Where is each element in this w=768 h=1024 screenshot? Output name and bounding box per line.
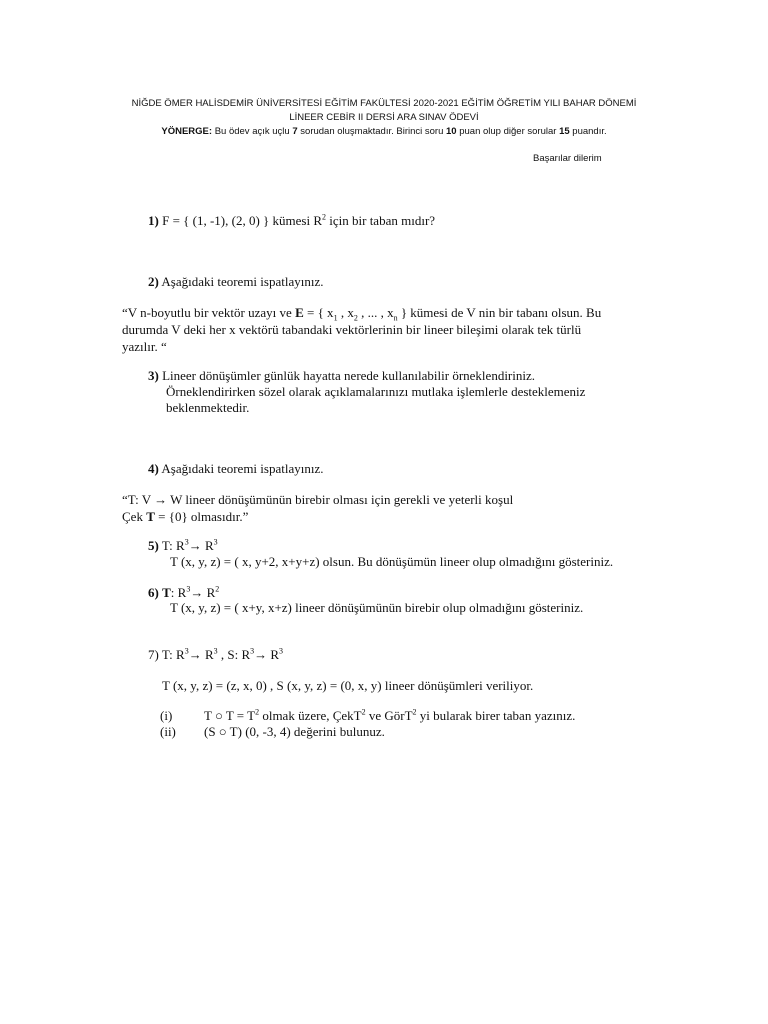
question-7-part-i — [160, 708, 575, 724]
header-university-line: NİĞDE ÖMER HALİSDEMİR ÜNİVERSİTESİ EĞİTİM FAKÜLTESİ 2020-2021 EĞİTİM ÖĞRETİM YILI BAHAR DÖNEMİ — [131, 98, 637, 109]
q6-map-b: → R — [190, 585, 216, 600]
q7-sup-1: 3 — [184, 646, 189, 656]
q2-quote-l1-b: = { x — [303, 305, 334, 320]
question-7-definitions: T (x, y, z) = (z, x, 0) , S (x, y, z) = (0, x, y) lineer dönüşümleri veriliyor. — [162, 678, 534, 693]
q4-quote-l2-b: = {0} olmasıdır.” — [154, 509, 249, 524]
instruction-num-questions: 7 — [292, 126, 298, 137]
header-course-line: LİNEER CEBİR II DERSİ ARA SINAV ÖDEVİ — [289, 112, 479, 123]
good-luck-note: Başarılar dilerim — [533, 153, 602, 164]
q2-sub-2: 2 — [353, 313, 358, 323]
q2-sub-1: 1 — [333, 313, 338, 323]
q7-map-c: , S: R — [217, 647, 251, 662]
question-5-map — [148, 538, 218, 554]
question-3-line-1 — [148, 368, 535, 384]
question-7-maps — [148, 647, 283, 663]
q6-sup-2: 2 — [215, 584, 220, 594]
question-7-number: 7) — [148, 647, 159, 662]
question-4 — [148, 461, 323, 477]
q5-map-b: → R — [188, 538, 214, 553]
q7-i-b: olmak üzere, ÇekT — [259, 708, 362, 723]
q6-map-a: : R — [170, 585, 187, 600]
q7-i-d: yi bularak birer taban yazınız. — [416, 708, 576, 723]
q4-quote-bold-t: T — [146, 509, 155, 524]
question-2-quote-line-3: yazılır. “ — [122, 339, 167, 354]
q2-quote-l1-d: , ... , x — [357, 305, 394, 320]
instruction-text-1: Bu ödev açık uçlu — [212, 126, 293, 137]
q7-sup-3: 3 — [250, 646, 255, 656]
q7-i-sup-3: 2 — [412, 707, 417, 717]
q5-map-a: T: R — [158, 538, 185, 553]
q7-map-b: → R — [188, 647, 214, 662]
question-2-quote-line-2: durumda V deki her x vektörü tabandaki vektörlerinin bir lineer bileşimi olarak tek türlü — [122, 322, 582, 337]
question-4-quote-line-2 — [122, 509, 248, 525]
question-6-definition: T (x, y, z) = ( x+y, x+z) lineer dönüşümünün birebir olup olmadığını gösteriniz. — [170, 600, 584, 615]
q2-quote-l1-c: , x — [337, 305, 354, 320]
q7-sup-2: 3 — [213, 646, 218, 656]
instruction-text-2: sorudan oluşmaktadır. Birinci soru — [297, 126, 447, 137]
q4-quote-l2-a: Çek — [122, 509, 147, 524]
q5-sup-1: 3 — [184, 537, 189, 547]
q7-ii-text: (S ○ T) (0, -3, 4) değerini bulunuz. — [204, 724, 385, 739]
q7-i-sup-2: 2 — [361, 707, 366, 717]
q7-part-ii-label: (ii) — [160, 724, 176, 739]
q7-part-i-label: (i) — [160, 708, 173, 723]
q2-quote-l1-e: } kümesi de V nin bir tabanı olsun. Bu — [397, 305, 602, 320]
question-5-number: 5) — [148, 538, 159, 553]
question-3-number: 3) — [148, 368, 159, 383]
q2-quote-bold-e: E — [295, 305, 304, 320]
question-1 — [148, 213, 435, 229]
q7-map-d: → R — [254, 647, 280, 662]
q5-sup-2: 3 — [213, 537, 218, 547]
question-6-number: 6) — [148, 585, 159, 600]
question-2 — [148, 274, 323, 290]
q7-i-a: T ○ T = T — [204, 708, 256, 723]
q6-sup-1: 3 — [186, 584, 191, 594]
question-6-map — [148, 585, 219, 601]
question-4-number: 4) — [148, 461, 159, 476]
instruction-other-points: 15 — [559, 126, 570, 137]
question-2-quote-line-1 — [122, 305, 601, 321]
q2-quote-l1-a: “V n-boyutlu bir vektör uzayı ve — [122, 305, 296, 320]
question-1-sup: 2 — [322, 212, 327, 222]
question-1-text-b: için bir taban mıdır? — [326, 213, 436, 228]
instruction-first-points: 10 — [446, 126, 457, 137]
q7-sup-4: 3 — [279, 646, 284, 656]
instruction-line — [0, 126, 768, 137]
question-7-part-ii — [160, 724, 385, 740]
question-1-text-a: F = { (1, -1), (2, 0) } kümesi R — [158, 213, 323, 228]
question-3-text-1: Lineer dönüşümler günlük hayatta nerede kullanılabilir örneklendiriniz. — [158, 368, 535, 383]
instruction-text-4: puandır. — [569, 126, 607, 137]
q7-i-sup-1: 2 — [255, 707, 260, 717]
question-2-number: 2) — [148, 274, 159, 289]
question-2-text: Aşağıdaki teoremi ispatlayınız. — [158, 274, 324, 289]
instruction-text-3: puan olup diğer sorular — [456, 126, 560, 137]
q7-map-a: T: R — [158, 647, 185, 662]
question-5-definition: T (x, y, z) = ( x, y+2, x+y+z) olsun. Bu dönüşümün lineer olup olmadığını gösteriniz. — [170, 554, 614, 569]
question-1-number: 1) — [148, 213, 159, 228]
question-4-quote-line-1: “T: V → W lineer dönüşümünün birebir olması için gerekli ve yeterli koşul — [122, 492, 514, 507]
question-4-text: Aşağıdaki teoremi ispatlayınız. — [158, 461, 324, 476]
question-3-line-2: Örneklendirirken sözel olarak açıklamalarınızı mutlaka işlemlerle desteklemeniz — [166, 384, 586, 399]
question-3-line-3: beklenmektedir. — [166, 400, 250, 415]
instruction-label: YÖNERGE: — [161, 126, 213, 137]
q6-map-bold-t: T — [162, 585, 171, 600]
q7-i-c: ve GörT — [365, 708, 413, 723]
q2-sub-n: n — [393, 313, 398, 323]
